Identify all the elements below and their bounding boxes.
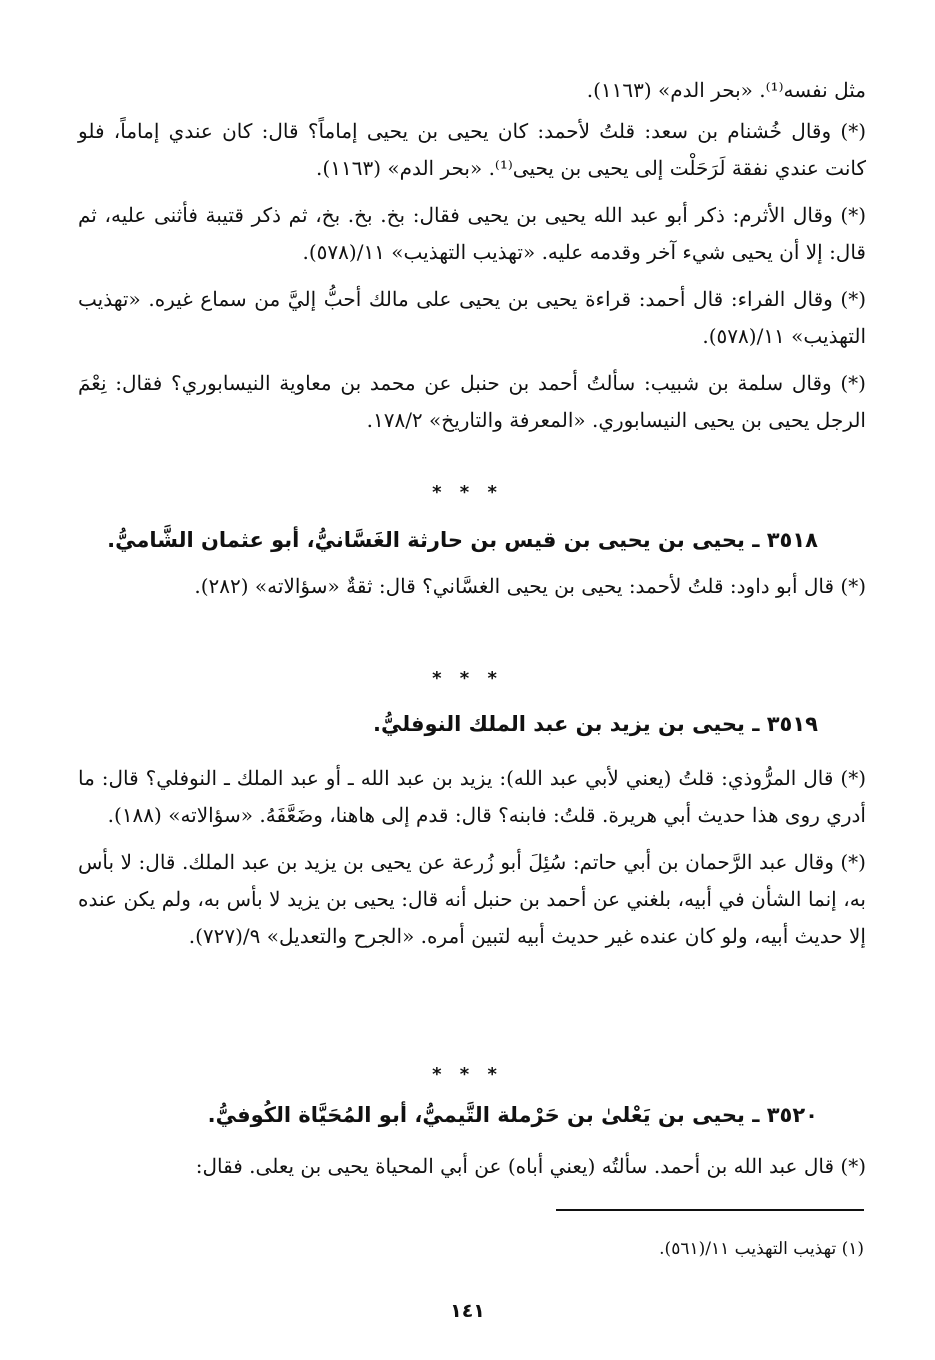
paragraph: (*) وقال خُشنام بن سعد: قلتُ لأحمد: كان يحيى بن يحيى إماماً؟ قال: كان عندي إماماً، فلو كانت عندي نفقة لَرَحَلْت إلى يحيى بن يحيى⁽¹⁾. «بحر الدم» (١١٦٣). <box>78 119 866 180</box>
entry-title-3519: ٣٥١٩ ـ يحيى بن يزيد بن عبد الملك النوفليُّ. <box>372 712 818 736</box>
entry-3518-body <box>78 568 866 605</box>
section-separator: * * * <box>432 1064 503 1085</box>
paragraph: (*) قال عبد الله بن أحمد. سألتُه (يعني أباه) عن أبي المحياة يحيى بن يعلى. فقال: <box>195 1154 866 1178</box>
entry-title-3520: ٣٥٢٠ ـ يحيى بن يَعْلىٰ بن حَرْملة التَّيميُّ، أبو المُحَيَّاة الكُوفيُّ. <box>207 1103 818 1127</box>
section-separator: * * * <box>432 482 503 503</box>
paragraph: مثل نفسه⁽¹⁾. «بحر الدم» (١١٦٣). <box>586 78 866 102</box>
section-separator: * * * <box>432 668 503 689</box>
footnote: (١) تهذيب التهذيب ١١/(٥٦١). <box>659 1239 864 1259</box>
entry-3520-body <box>78 1148 866 1185</box>
entry-3519-body <box>78 760 866 955</box>
page-number: ١٤١ <box>450 1300 485 1322</box>
paragraph: (*) قال المرُّوذي: قلتُ (يعني لأبي عبد الله): يزيد بن عبد الله ـ أو عبد الملك ـ النوفلي؟ قال: ما أدري روى هذا حديث أبي هريرة. قلتُ: فابنه؟ قال: قدم إلى هاهنا، وضَعَّفَهُ. «سؤالاته» (١٨٨). <box>78 766 866 827</box>
entry-title-3518: ٣٥١٨ ـ يحيى بن يحيى بن قيس بن حارثة الغَسَّانيُّ، أبو عثمان الشَّاميُّ. <box>107 528 818 552</box>
paragraph: (*) وقال الأثرم: ذكر أبو عبد الله يحيى بن يحيى فقال: بخ. بخ. بخ، ثم ذكر قتيبة فأثنى عليه، ثم قال: إلا أن يحيى شيء آخر وقدمه عليه. «تهذيب التهذيب» ١١/(٥٧٨). <box>78 203 866 264</box>
opening-section <box>78 72 866 439</box>
paragraph: (*) قال أبو داود: قلتُ لأحمد: يحيى بن يحيى الغسَّاني؟ قال: ثقةٌ «سؤالاته» (٢٨٢). <box>194 574 866 598</box>
footnote-rule <box>556 1209 864 1211</box>
paragraph: (*) وقال عبد الرَّحمان بن أبي حاتم: سُئِلَ أبو زُرعة عن يحيى بن يزيد بن عبد الملك. قال: لا بأس به، إنما الشأن في أبيه، بلغني عن أحمد بن حنبل أنه قال: يحيى بن يزيد لا بأس به، ولم يكن عنده إلا حديث أبيه، ولو كان عنده غير حديث أبيه لتبين أمره. «الجرح والتعديل» ٩/(٧٢٧). <box>78 850 866 948</box>
paragraph: (*) وقال سلمة بن شبيب: سألتُ أحمد بن حنبل عن محمد بن معاوية النيسابوري؟ فقال: نِعْمَ الرجل يحيى بن يحيى النيسابوري. «المعرفة والتاريخ» ١٧٨/٢. <box>78 371 866 432</box>
paragraph: (*) وقال الفراء: قال أحمد: قراءة يحيى بن يحيى على مالك أحبُّ إليَّ من سماع غيره. «تهذيب التهذيب» ١١/(٥٧٨). <box>78 287 866 348</box>
